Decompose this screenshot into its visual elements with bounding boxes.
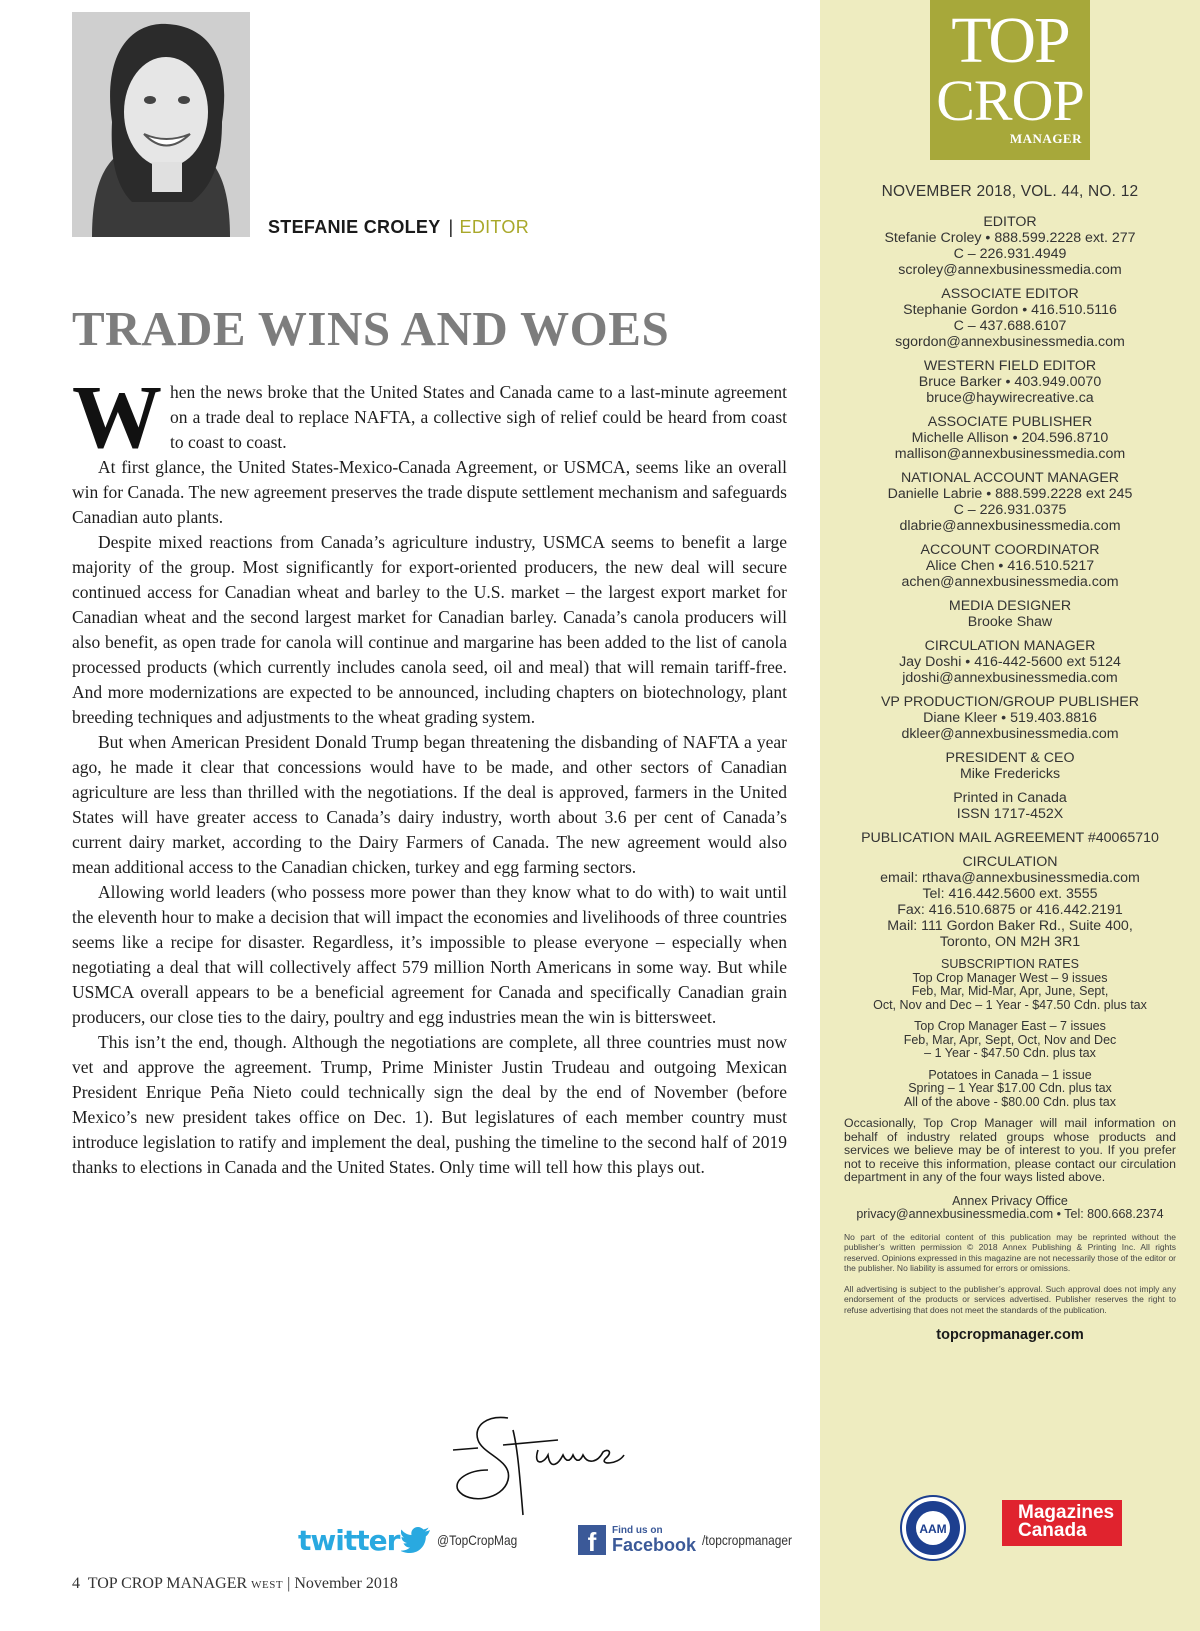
subscription-line: All of the above - $80.00 Cdn. plus tax [904, 1094, 1116, 1109]
website-link[interactable]: topcropmanager.com [936, 1327, 1084, 1343]
magazines-canada-line: Canada [1018, 1520, 1087, 1541]
masthead-block-president [840, 750, 1180, 782]
masthead-block-western-field-editor [840, 358, 1180, 406]
twitter-link[interactable] [298, 1520, 532, 1560]
masthead-title: CIRCULATION MANAGER [924, 638, 1096, 654]
masthead-title: PUBLICATION MAIL AGREEMENT #40065710 [861, 830, 1159, 846]
subscription-east [840, 1020, 1180, 1061]
national-account-manager-email[interactable]: dlabrie@annexbusinessmedia.com [899, 518, 1121, 534]
article-paragraph: Despite mixed reactions from Canada’s agriculture industry, USMCA seems to benefit a large majority of the group. Most significantly for export-oriented producers, the new deal will secure continued access for Canadian wheat and barley to the U.S. market – the largest export market for Canadian wheat and the second largest market for Canadian barley. Canada’s canola producers will also benefit, as open trade for canola will continue and margarine has been added to the list of canola processed products (which currently includes canola seed, oil and meal) that will remain tariff-free. And more modernizations are expected to be announced, including chapters on biotechnology, plant breeding techniques and adjustments to the wheat grading system. [72, 532, 787, 727]
subscription-line: – 1 Year - $47.50 Cdn. plus tax [924, 1046, 1096, 1060]
masthead-title: MEDIA DESIGNER [948, 598, 1072, 614]
drop-cap: W [72, 368, 162, 467]
masthead-line: Fax: 416.510.6875 or 416.442.2191 [897, 902, 1123, 918]
subscription-line: Top Crop Manager East – 7 issues [914, 1019, 1106, 1033]
masthead-info [840, 184, 1180, 1343]
masthead-line: Brooke Shaw [967, 614, 1053, 630]
author-name: STEFANIE CROLEY [268, 217, 441, 237]
masthead-line: Stephanie Gordon • 416.510.5116 [903, 302, 1117, 318]
logo-line-top: TOP [951, 4, 1069, 77]
vp-production-email[interactable]: dkleer@annexbusinessmedia.com [901, 726, 1119, 742]
masthead-title: CIRCULATION [962, 854, 1058, 870]
magazines-canada-logo [1002, 1500, 1122, 1546]
masthead-line: C – 226.931.4949 [953, 246, 1067, 262]
masthead-line: C – 437.688.6107 [953, 318, 1067, 334]
facebook-icon: f [578, 1525, 606, 1555]
circulation-manager-email[interactable]: jdoshi@annexbusinessmedia.com [902, 670, 1118, 686]
subscription-potatoes [840, 1069, 1180, 1110]
masthead-line: Stefanie Croley • 888.599.2228 ext. 277 [884, 230, 1136, 246]
masthead-block-associate-editor [840, 286, 1180, 350]
subscription-line: Feb, Mar, Mid-Mar, Apr, June, Sept, [911, 984, 1109, 998]
twitter-wordmark: twitter [298, 1523, 400, 1557]
article-headline: TRADE WINS AND WOES [72, 301, 670, 356]
privacy-office [840, 1195, 1180, 1222]
article-body [72, 368, 787, 1180]
footer-magazine: TOP CROP MANAGER [87, 1575, 248, 1592]
facebook-wordmark: Facebook [612, 1535, 697, 1555]
page-number: 4 [72, 1575, 80, 1592]
subscription-line: Spring – 1 Year $17.00 Cdn. plus tax [908, 1081, 1112, 1095]
masthead-title: WESTERN FIELD EDITOR [923, 358, 1097, 374]
circulation-email[interactable]: email: rthava@annexbusinessmedia.com [880, 870, 1140, 886]
footer-date: November 2018 [294, 1575, 398, 1592]
masthead-line: Danielle Labrie • 888.599.2228 ext 245 [887, 486, 1133, 502]
subscription-line: Top Crop Manager West – 9 issues [912, 970, 1108, 985]
footer-separator: | [287, 1575, 291, 1592]
associate-publisher-email[interactable]: mallison@annexbusinessmedia.com [894, 446, 1126, 462]
masthead-title: Printed in Canada [953, 790, 1067, 806]
twitter-bird-icon [401, 1527, 431, 1553]
author-role: EDITOR [459, 217, 529, 237]
masthead-line: ISSN 1717-452X [956, 806, 1064, 822]
masthead-block-circulation-manager [840, 638, 1180, 686]
privacy-title: Annex Privacy Office [952, 1193, 1068, 1208]
aam-badge-text: AAM [919, 1522, 947, 1536]
facebook-link[interactable] [578, 1520, 808, 1560]
subscription-line: Potatoes in Canada – 1 issue [928, 1067, 1092, 1082]
masthead-block-associate-publisher [840, 414, 1180, 462]
masthead-block-media-designer [840, 598, 1180, 630]
masthead-block-editor [840, 214, 1180, 278]
author-photo [72, 12, 250, 237]
article-paragraph: Allowing world leaders (who possess more power than they know what to do with) to wait until the eleventh hour to make a decision that will impact the economies and livelihoods of three countries seems like a recipe for disaster. Regardless, it’s impossible to please everyone – especially when negotiating a deal that will collectively affect 579 million North Americans in some way. But while USMCA overall appears to be a beneficial agreement for Canada and specifically Canadian grain producers, our close ties to the dairy, poultry and egg industries mean the win is bittersweet. [72, 882, 787, 1027]
privacy-contact[interactable]: privacy@annexbusinessmedia.com • Tel: 800.668.2374 [856, 1207, 1164, 1221]
account-coordinator-email[interactable]: achen@annexbusinessmedia.com [901, 574, 1119, 590]
editor-email[interactable]: scroley@annexbusinessmedia.com [898, 262, 1122, 278]
author-portrait-illustration [72, 12, 250, 237]
masthead-block-national-account-manager [840, 470, 1180, 534]
masthead-sidebar [820, 0, 1200, 1631]
subscription-title: SUBSCRIPTION RATES [941, 957, 1079, 971]
masthead-line: Michelle Allison • 204.596.8710 [911, 430, 1109, 446]
masthead-line: C – 226.931.0375 [953, 502, 1067, 518]
masthead-line: Alice Chen • 416.510.5217 [925, 558, 1095, 574]
associate-editor-email[interactable]: sgordon@annexbusinessmedia.com [895, 334, 1125, 350]
masthead-line: Bruce Barker • 403.949.0070 [918, 374, 1102, 390]
masthead-title: PRESIDENT & CEO [945, 750, 1075, 766]
western-field-editor-email[interactable]: bruce@haywirecreative.ca [926, 390, 1094, 406]
logo-line-crop: CROP [936, 68, 1084, 133]
masthead-line: Toronto, ON M2H 3R1 [939, 934, 1081, 950]
facebook-find-us: Find us on [612, 1525, 663, 1536]
subscription-rates [840, 958, 1180, 1012]
advertising-notice: All advertising is subject to the publisher’s approval. Such approval does not imply any endorsement of the products or services advertised. Publisher reserves the right to refuse advertising that does not meet the standards of the publication. [844, 1283, 1176, 1315]
masthead-line: Mail: 111 Gordon Baker Rd., Suite 400, [887, 918, 1133, 934]
masthead-line: Jay Doshi • 416-442-5600 ext 5124 [899, 654, 1121, 670]
masthead-line: Tel: 416.442.5600 ext. 3555 [922, 886, 1098, 902]
aam-badge-icon [900, 1495, 966, 1561]
masthead-title: NATIONAL ACCOUNT MANAGER [900, 470, 1120, 486]
facebook-handle[interactable]: /topcropmanager [702, 1532, 792, 1548]
twitter-handle[interactable]: @TopCropMag [437, 1532, 518, 1548]
masthead-block-vp-production [840, 694, 1180, 742]
masthead-line: Mike Fredericks [959, 766, 1061, 782]
masthead-title: EDITOR [983, 214, 1037, 230]
article-paragraph: But when American President Donald Trump began threatening the disbanding of NAFTA a year ago, he made it clear that concessions would have to be made, and other sectors of Canadian agriculture are less than thrilled with the negotiations. If the deal is approved, farmers in the United States will have greater access to Canada’s dairy industry, worth about 3.6 per cent of Canada’s current dairy market, according to the Dairy Farmers of Canada. The new agreement would also mean additional access to the Canadian chicken, turkey and egg farming sectors. [72, 732, 787, 877]
masthead-title: ASSOCIATE PUBLISHER [927, 414, 1093, 430]
article-paragraph: At first glance, the United States-Mexico-Canada Agreement, or USMCA, seems like an overall win for Canada. The new agreement preserves the trade dispute settlement mechanism and safeguards Canadian auto plants. [72, 457, 787, 527]
magazines-canada-line: Magazines [1018, 1502, 1115, 1523]
subscription-line: Feb, Mar, Apr, Sept, Oct, Nov and Dec [903, 1032, 1117, 1047]
editor-signature [448, 1410, 628, 1520]
article-paragraph: When the news broke that the United States and Canada came to a last-minute agreement on a trade deal to replace NAFTA, a collective sigh of relief could be heard from coast to coast to coast. [72, 368, 787, 467]
subscription-line: Oct, Nov and Dec – 1 Year - $47.50 Cdn. plus tax [873, 997, 1147, 1012]
masthead-line: Diane Kleer • 519.403.8816 [923, 710, 1097, 726]
footer-edition: WEST [251, 1579, 284, 1591]
masthead-title: ACCOUNT COORDINATOR [920, 542, 1100, 558]
article-paragraph: This isn’t the end, though. Although the negotiations are complete, all three countries must now vet and approve the agreement. Trump, Prime Minister Justin Trudeau and outgoing Mexican President Enrique Peña Nieto could technically sign the deal by the end of November (before Mexico’s new president takes office on Dec. 1). But legislatures of each member country must introduce legislation to ratify and implement the deal, pushing the timeline to the second half of 2019 thanks to elections in Canada and the United States. Only time will tell how this plays out. [72, 1032, 787, 1177]
mailing-notice: Occasionally, Top Crop Manager will mail information on behalf of industry related groups whose products and services we believe may be of interest to you. If you prefer not to receive this information, please contact our circulation department in any of the four ways listed above. [844, 1116, 1176, 1184]
logo-line-manager: MANAGER [1009, 131, 1082, 146]
masthead-block-account-coordinator [840, 542, 1180, 590]
issue-info: NOVEMBER 2018, VOL. 44, NO. 12 [881, 183, 1139, 200]
author-byline [268, 217, 529, 238]
byline-separator: | [448, 217, 454, 237]
masthead-block-circulation [840, 854, 1180, 950]
masthead-title: VP PRODUCTION/GROUP PUBLISHER [880, 694, 1140, 710]
legal-notice: No part of the editorial content of this publication may be reprinted without the publisher’s written permission © 2018 Annex Publishing & Printing Inc. All rights reserved. Opinions expressed in this magazine are not necessarily those of the editor or the publisher. No liability is assumed for errors or omissions. [844, 1231, 1176, 1273]
masthead-block-publication-mail [840, 830, 1180, 846]
facebook-label [612, 1526, 696, 1554]
masthead-title: ASSOCIATE EDITOR [941, 286, 1079, 302]
masthead-block-printed [840, 790, 1180, 822]
page-footer [72, 1575, 398, 1593]
top-crop-manager-logo [930, 0, 1090, 160]
